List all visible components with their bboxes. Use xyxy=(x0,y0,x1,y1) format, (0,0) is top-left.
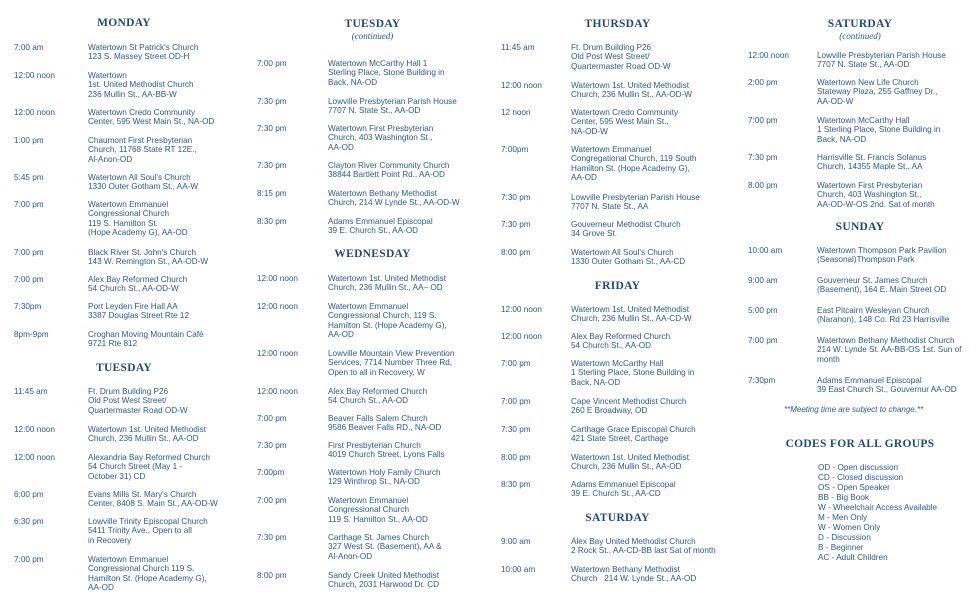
meeting-time: 8:15 pm xyxy=(257,189,287,198)
meeting-details: Watertown 1st. United Methodist Church, 236 Mullin St., AA-OD xyxy=(571,453,690,472)
day-heading-saturday-continued: SATURDAY xyxy=(827,18,893,30)
day-heading-monday: MONDAY xyxy=(97,17,151,29)
meeting-time: 8:30 pm xyxy=(257,217,287,226)
meeting-time: 12:00 noon xyxy=(14,425,55,434)
code-item: W - Wheelchair Access Available xyxy=(818,503,938,512)
meeting-details: Alex Bay Reformed Church 54 Church St., AA-OD xyxy=(328,387,428,406)
meeting-details: Watertown 1st. United Methodist Church, 236 Mullin St., AA-OD xyxy=(88,425,207,444)
meeting-details: Lowville Mountain View Prevention Services, 7714 Number Three Rd, Open to all in Recovery, W xyxy=(328,349,455,377)
code-item: D - Discussion xyxy=(818,533,871,542)
codes-heading: CODES FOR ALL GROUPS xyxy=(785,438,935,450)
meeting-time: 7:30 pm xyxy=(257,97,287,106)
meeting-time: 8:00 pm xyxy=(748,181,778,190)
meeting-time: 7:30 pm xyxy=(501,425,531,434)
meeting-time: 7:00 pm xyxy=(257,414,287,423)
meeting-time: 7:30 pm xyxy=(501,193,531,202)
schedule-change-note: **Meeting time are subject to change.** xyxy=(784,405,924,414)
day-heading-tuesday: TUESDAY xyxy=(95,362,152,374)
meeting-time: 12:00 noon xyxy=(14,108,55,117)
meeting-time: 7:00 pm xyxy=(257,59,287,68)
meeting-time: 12:00 noon xyxy=(501,305,542,314)
meeting-time: 7:30 pm xyxy=(257,161,287,170)
meeting-details: Watertown Emmanuel Congregational Church, 119 South Hamilton St. (Hope Academy G), AA-OD xyxy=(571,145,697,183)
meeting-details: Adams Emmanuel Episcopal 39 East Church St., Gouvernur AA-OD xyxy=(817,376,957,395)
meeting-time: 5:00 pm xyxy=(748,306,778,315)
meeting-details: Cape Vincent Methodist Church 260 E Broadway, OD xyxy=(571,397,687,416)
code-item: W - Women Only xyxy=(818,523,881,532)
code-item: M - Men Only xyxy=(818,513,868,522)
meeting-time: 7:00pm xyxy=(501,145,529,154)
meeting-details: Ft. Drum Building P26 Old Post West Street/ Quartermaster Road OD-W xyxy=(88,387,188,415)
meeting-details: Alexandria Bay Reformed Church 54 Church Street (May 1 - October 31) CD xyxy=(88,453,210,481)
meeting-details: Watertown McCarthy Hall 1 Sterling Place, Stone Building in Back, NA-OD xyxy=(571,359,695,387)
meeting-details: Watertown McCarthy Hall 1 Sterling Place, Stone Building in Back, NA-OD xyxy=(328,59,445,87)
meeting-time: 12 noon xyxy=(501,108,531,117)
meeting-time: 12:00 noon xyxy=(257,387,298,396)
meeting-time: 11:45 am xyxy=(501,43,535,52)
meeting-details: Carthage Grace Episcopal Church 421 State Street, Carthage xyxy=(571,425,696,444)
code-item: B - Beginner xyxy=(818,543,864,552)
meeting-time: 7:00 pm xyxy=(748,336,778,345)
meeting-time: 8:00 pm xyxy=(257,571,287,580)
meeting-details: Watertown Thompson Park Pavilion (Seasonal)Thompson Park xyxy=(817,246,947,265)
meeting-time: 7:00 pm xyxy=(14,200,44,209)
meeting-details: Port Leyden Fire Hall AA 3387 Douglas Street Rte 12 xyxy=(88,302,190,321)
meeting-details: Alex Bay Reformed Church 54 Church St., AA-OD-W xyxy=(88,275,188,294)
meeting-time: 8:00 pm xyxy=(501,453,531,462)
meeting-details: Watertown All Soul's Church 1330 Outer Gotham St., AA-CD xyxy=(571,248,686,267)
meeting-details: Watertown All Soul's Church 1330 Outer Gotham St., AA-W xyxy=(88,173,199,192)
meeting-details: Watertown St Patrick's Church 123 S. Massey Street OD-H xyxy=(88,43,199,62)
code-item: OS - Open Speaker xyxy=(818,483,890,492)
meeting-details: Ft. Drum Building P26 Old Post West Street/ Quartermaster Road OD-W xyxy=(571,43,671,71)
meeting-time: 12:00 noon xyxy=(257,349,298,358)
meeting-details: Watertown Credo Community Center, 595 West Main St., NA-OD-W xyxy=(571,108,679,136)
meeting-time: 7:00 pm xyxy=(501,359,531,368)
meeting-time: 10:00 am xyxy=(501,565,536,574)
meeting-time: 10:00 am xyxy=(748,246,783,255)
meeting-time: 7:30 pm xyxy=(257,441,287,450)
meeting-time: 12:00 noon xyxy=(257,302,298,311)
meeting-details: Watertown McCarthy Hall 1 Sterling Place, Stone Building in Back, NA-OD xyxy=(817,116,941,144)
meeting-details: Watertown First Presbyterian Church, 403 Washington St., AA-OD-W-OS 2nd. Sat of month xyxy=(817,181,935,209)
meeting-time: 1:00 pm xyxy=(14,136,44,145)
continued-label: (continued) xyxy=(839,31,881,41)
meeting-details: Watertown Emmanuel Congressional Church, 119 S. Hamilton St. (Hope Academy G), AA-OD xyxy=(328,302,447,340)
meeting-details: Watertown 1st. United Methodist Church, 236 Mullin St., AA-CD-W xyxy=(571,305,692,324)
meeting-time: 8pm-9pm xyxy=(14,330,49,339)
meeting-details: Watertown Emmanuel Congressional Church 119 S. Hamilton St., AA-OD xyxy=(328,496,428,524)
meeting-details: Lowville Presbyterian Parish House 7707 N. State St., AA xyxy=(571,193,700,212)
code-item: BB - Big Book xyxy=(818,493,869,502)
meeting-time: 7:00 pm xyxy=(748,116,778,125)
meeting-details: Alex Bay Reformed Church 54 Church St., AA-OD xyxy=(571,332,671,351)
meeting-details: Watertown Bethany Methodist Church 214 W. Lynde St. AA-BB-OS 1st. Sun of month xyxy=(817,336,962,364)
meeting-time: 7:30 pm xyxy=(501,220,531,229)
meeting-time: 7:00 pm xyxy=(14,555,44,564)
meeting-details: Watertown 1st. United Methodist Church, 236 Mullin St., AA-OD-W xyxy=(571,81,693,100)
meeting-details: Lowville Presbyterian Parish House 7707 N. State St., AA-OD xyxy=(328,97,457,116)
meeting-details: Carthage St. James Church 327 West St. (Basement), AA & Al-Anon-OD xyxy=(328,533,442,561)
meeting-time: 7:30 pm xyxy=(257,124,287,133)
meeting-details: Watertown New Life Church Stateway Plaza, 255 Gaffney Dr., AA-OD-W xyxy=(817,78,938,106)
meeting-details: Adams Emmanuel Episcopal 39 E. Church St., AA-CD xyxy=(571,480,676,499)
meeting-time: 2:00 pm xyxy=(748,78,778,87)
meeting-details: Watertown First Presbyterian Church, 403 Washington St., AA-OD xyxy=(328,124,434,152)
meeting-time: 9:00 am xyxy=(501,537,531,546)
meeting-details: Watertown Holy Family Church 129 Winthrop St., NA-OD xyxy=(328,468,441,487)
meeting-time: 12:00 noon xyxy=(501,332,542,341)
day-heading-saturday: SATURDAY xyxy=(585,512,650,524)
meeting-time: 7:00pm xyxy=(257,468,285,477)
meeting-details: Watertown 1st. United Methodist Church, 236 Mullin St., AA– OD xyxy=(328,274,447,293)
meeting-time: 8:00 pm xyxy=(501,248,531,257)
day-heading-wednesday: WEDNESDAY xyxy=(334,248,411,260)
meeting-time: 12:00 noon xyxy=(501,81,542,90)
meeting-time: 7:30pm xyxy=(748,376,776,385)
meeting-time: 7:00 pm xyxy=(257,496,287,505)
code-item: OD - Open discussion xyxy=(818,463,899,472)
continued-label: (continued) xyxy=(351,31,394,41)
meeting-time: 8:30 pm xyxy=(501,480,531,489)
meeting-details: Watertown Bethany Methodist Church 214 W. Lynde St., AA-OD xyxy=(571,565,697,584)
meeting-time: 7:30 pm xyxy=(257,533,287,542)
meeting-details: Black River St. John's Church 143 W. Remington St., AA-OD-W xyxy=(88,248,209,267)
meeting-details: Evans Mills St. Mary's Church Center, 8408 S. Main St., AA-OD-W xyxy=(88,490,218,509)
meeting-time: 7:00 am xyxy=(14,43,44,52)
meeting-details: Watertown Bethany Methodist Church, 214 W Lynde St., AA-OD-W xyxy=(328,189,460,208)
meeting-details: East Pitcairn Wesleyan Church (Naranon), 148 Co. Rd 23 Harrisville xyxy=(817,306,950,325)
meeting-details: Gouverneur St. James Church (Basement), 164 E. Main Street OD xyxy=(817,276,947,295)
meeting-details: Gouverneur Methodist Church 34 Grove St. xyxy=(571,220,681,239)
meeting-details: Beaver Falls Salem Church 9586 Beaver Falls RD., NA-OD xyxy=(328,414,442,433)
meeting-details: Watertown Emmanuel Congressional Church 119 S. Hamilton St. (Hope Academy G), AA-OD xyxy=(88,200,188,238)
meeting-time: 5:45 pm xyxy=(14,173,44,182)
meeting-time: 12:00 noon xyxy=(14,453,55,462)
code-item: AC - Adult Children xyxy=(818,553,888,562)
meeting-details: Alex Bay United Methodist Church 2 Rock St., AA-CD-BB last Sat of month xyxy=(571,537,716,556)
meeting-time: 6:30 pm xyxy=(14,517,44,526)
meeting-time: 11:45 am xyxy=(14,387,48,396)
meeting-details: Lowville Trinity Episcopal Church 5411 Trinity Ave., Open to all in Recovery xyxy=(88,517,208,545)
meeting-time: 6:00 pm xyxy=(14,490,44,499)
code-item: CD - Closed discussion xyxy=(818,473,904,482)
meeting-details: First Presbyterian Church 4019 Church Street, Lyons Falls xyxy=(328,441,445,460)
meeting-details: Clayton River Community Church 38844 Bartlett Point Rd., AA-OD xyxy=(328,161,450,180)
day-heading-thursday: THURSDAY xyxy=(584,18,651,30)
meeting-details: Lowville Presbyterian Parish House 7707 N. State St., AA-OD xyxy=(817,51,946,70)
meeting-time: 7:00 pm xyxy=(14,248,44,257)
meeting-time: 7:00 pm xyxy=(14,275,44,284)
meeting-details: Watertown Emmanuel Congressional Church 119 S. Hamilton St. (Hope Academy G), AA-OD xyxy=(88,555,207,593)
meeting-details: Croghan Moving Mountain Café 9721 Rte 812 xyxy=(88,330,204,349)
meeting-details: Sandy Creek United Methodist Church, 2031 Harwood Dr. CD xyxy=(328,571,440,590)
meeting-time: 7:30pm xyxy=(14,302,42,311)
meeting-time: 9:00 am xyxy=(748,276,778,285)
meeting-details: Watertown Credo Community Center, 595 West Main St., NA-OD xyxy=(88,108,215,127)
day-heading-friday: FRIDAY xyxy=(594,280,641,292)
meeting-time: 12:00 noon xyxy=(257,274,298,283)
meeting-details: Harrisville St. Francis Solanus Church, 14355 Maple St., AA xyxy=(817,153,927,172)
meeting-time: 7:30 pm xyxy=(748,153,778,162)
day-heading-tuesday-continued: TUESDAY xyxy=(344,18,401,30)
meeting-details: Adams Emmanuel Episcopal 39 E. Church St., AA-OD xyxy=(328,217,433,236)
meeting-time: 12:00 noon xyxy=(14,71,55,80)
meeting-details: Watertown 1st. United Methodist Church 236 Mullin St., AA-BB-W xyxy=(88,71,194,99)
meeting-time: 7:00 pm xyxy=(501,397,531,406)
meeting-time: 12:00 noon xyxy=(748,51,789,60)
day-heading-sunday: SUNDAY xyxy=(835,221,885,233)
meeting-details: Chaumont First Presbyterian Church, 11768 State RT 12E., Al-Anon-OD xyxy=(88,136,197,164)
